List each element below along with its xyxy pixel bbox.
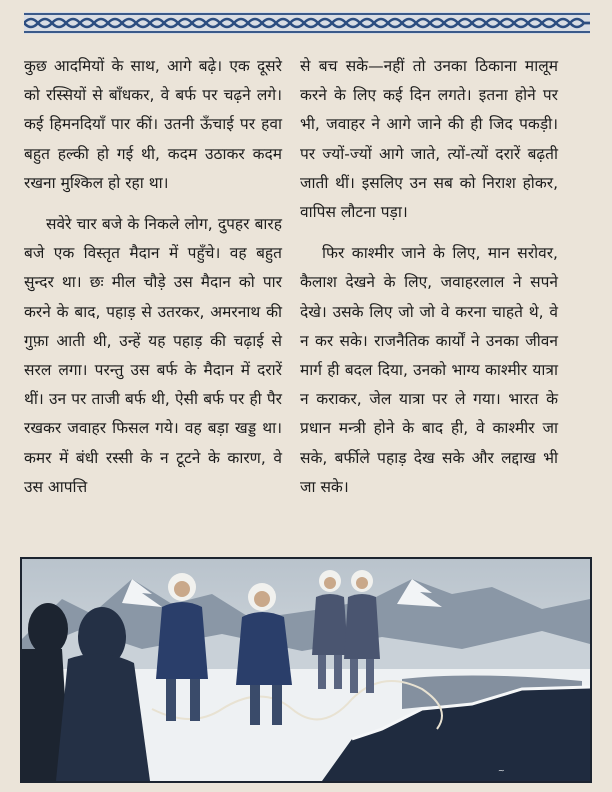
illustration-art (22, 559, 590, 781)
decorative-border (24, 12, 590, 34)
left-paragraph-2: सवेरे चार बजे के निकले लोग, दुपहर बारह बजे एक विस्तृत मैदान में पहुँचे। वह बहुत सुन्दर था। छः मील चौड़े उस मैदान को पार करने के बाद, पहाड़ से उतरकर, अमरनाथ की गुफ़ा आती थी, उन्हें यह पहाड़ की चढ़ाई से सरल लगा। परन्तु उस बर्फ के मैदान में दरारें थीं। उन पर ताजी बर्फ थी, ऐसी बर्फ पर ही पैर रखकर जवाहर फिसल गये। वह बड़ा खड्ड था। कमर में बंधी रस्सी के न टूटने के कारण, वे उस आपत्ति (24, 215, 282, 496)
right-column (300, 52, 558, 502)
right-paragraph-2: फिर काश्मीर जाने के लिए, मान सरोवर, कैलाश देखने के लिए, जवाहरलाल ने सपने देखे। उसके लिए जो जो वे करना चाहते थे, वे न कर सके। राजनैतिक कार्यों ने उनका जीवन मार्ग ही बदल दिया, उनको भाग्य काश्मीर यात्रा न कराकर, जेल यात्रा पर ले गया। भारत के प्रधान मन्त्री होने के बाद ही, वे काश्मीर जा सके, बर्फीले पहाड़ देख सके और लद्दाख भी जा सके। (300, 244, 558, 496)
right-paragraph-1: से बच सके—नहीं तो उनका ठिकाना मालूम करने के लिए कई दिन लगते। इतना होने पर भी, जवाहर ने आगे जाने की ही जिद पकड़ी। पर ज्यों-ज्यों आगे जाते, त्यों-त्यों दरारें बढ़ती जाती थीं। इसलिए उन सब को निराश होकर, वापिस लौटना पड़ा। (300, 57, 558, 222)
artist-signature: ~ (498, 766, 505, 775)
left-column (24, 52, 282, 502)
illustration-glacier-climbers (20, 557, 592, 783)
left-paragraph-1: कुछ आदमियों के साथ, आगे बढ़े। एक दूसरे को रस्सियों से बाँधकर, वे बर्फ पर चढ़ने लगे। कई हिमनदियाँ पार कीं। उतनी ऊँचाई पर हवा बहुत हल्की हो गई थी, कदम उठाकर कदम रखना मुश्किल हो रहा था। (24, 57, 282, 192)
